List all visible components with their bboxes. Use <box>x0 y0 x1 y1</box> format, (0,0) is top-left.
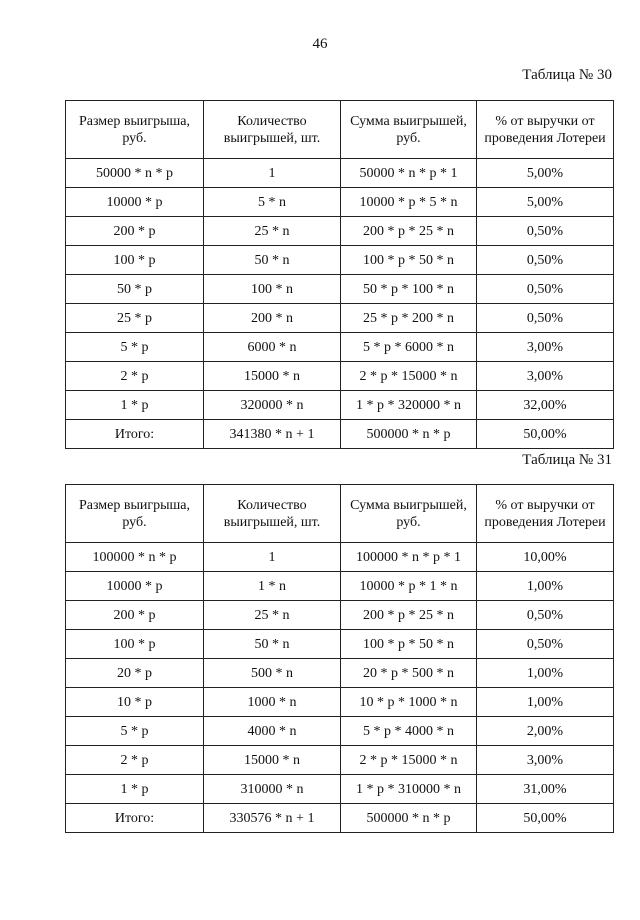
cell-prize-count: 330576 * n + 1 <box>204 804 341 833</box>
table-row <box>66 188 614 217</box>
header-prize-count: Количество выигрышей, шт. <box>204 485 341 543</box>
cell-prize-count: 310000 * n <box>204 775 341 804</box>
table-total-row <box>66 420 614 449</box>
cell-prize-amount: 1 * p <box>66 775 204 804</box>
cell-revenue-percent: 3,00% <box>477 362 614 391</box>
cell-prize-count: 500 * n <box>204 659 341 688</box>
page-number: 46 <box>312 36 328 52</box>
cell-prize-count: 5 * n <box>204 188 341 217</box>
cell-revenue-percent: 0,50% <box>477 601 614 630</box>
cell-prize-count: 1 <box>204 543 341 572</box>
cell-prize-count: 1 <box>204 159 341 188</box>
cell-revenue-percent: 50,00% <box>477 804 614 833</box>
cell-prize-sum: 50000 * n * p * 1 <box>341 159 477 188</box>
cell-revenue-percent: 0,50% <box>477 246 614 275</box>
cell-revenue-percent: 10,00% <box>477 543 614 572</box>
cell-prize-sum: 500000 * n * p <box>341 420 477 449</box>
cell-prize-sum: 20 * p * 500 * n <box>341 659 477 688</box>
prize-table <box>65 484 614 833</box>
cell-prize-count: 25 * n <box>204 601 341 630</box>
table-total-row <box>66 804 614 833</box>
cell-prize-amount: Итого: <box>66 420 204 449</box>
cell-revenue-percent: 1,00% <box>477 688 614 717</box>
table-row <box>66 630 614 659</box>
cell-prize-sum: 10000 * p * 5 * n <box>341 188 477 217</box>
cell-prize-count: 15000 * n <box>204 362 341 391</box>
cell-prize-sum: 2 * p * 15000 * n <box>341 746 477 775</box>
cell-prize-sum: 100 * p * 50 * n <box>341 630 477 659</box>
cell-prize-amount: 5 * p <box>66 717 204 746</box>
cell-revenue-percent: 3,00% <box>477 333 614 362</box>
header-revenue-percent: % от выручки от проведения Лотереи <box>477 485 614 543</box>
header-prize-amount: Размер выигрыша, руб. <box>66 485 204 543</box>
cell-revenue-percent: 31,00% <box>477 775 614 804</box>
table-row <box>66 391 614 420</box>
cell-prize-amount: 10000 * p <box>66 188 204 217</box>
cell-prize-sum: 2 * p * 15000 * n <box>341 362 477 391</box>
cell-revenue-percent: 5,00% <box>477 159 614 188</box>
cell-revenue-percent: 1,00% <box>477 659 614 688</box>
header-revenue-percent: % от выручки от проведения Лотереи <box>477 101 614 159</box>
table-row <box>66 246 614 275</box>
cell-prize-count: 50 * n <box>204 630 341 659</box>
cell-revenue-percent: 1,00% <box>477 572 614 601</box>
table-row <box>66 601 614 630</box>
header-prize-sum: Сумма выигрышей, руб. <box>341 101 477 159</box>
cell-prize-amount: 10 * p <box>66 688 204 717</box>
header-prize-amount: Размер выигрыша, руб. <box>66 101 204 159</box>
table-row <box>66 159 614 188</box>
cell-prize-amount: Итого: <box>66 804 204 833</box>
cell-prize-amount: 200 * p <box>66 601 204 630</box>
cell-prize-sum: 10 * p * 1000 * n <box>341 688 477 717</box>
cell-prize-count: 4000 * n <box>204 717 341 746</box>
table-row <box>66 217 614 246</box>
cell-prize-amount: 100 * p <box>66 246 204 275</box>
cell-prize-sum: 200 * p * 25 * n <box>341 601 477 630</box>
table-row <box>66 333 614 362</box>
table-row <box>66 572 614 601</box>
cell-prize-sum: 50 * p * 100 * n <box>341 275 477 304</box>
cell-prize-count: 100 * n <box>204 275 341 304</box>
cell-prize-sum: 1 * p * 310000 * n <box>341 775 477 804</box>
table-row <box>66 275 614 304</box>
cell-revenue-percent: 2,00% <box>477 717 614 746</box>
cell-prize-sum: 500000 * n * p <box>341 804 477 833</box>
cell-prize-count: 1 * n <box>204 572 341 601</box>
table-caption: Таблица № 30 <box>522 67 612 83</box>
cell-revenue-percent: 0,50% <box>477 217 614 246</box>
cell-revenue-percent: 0,50% <box>477 275 614 304</box>
table-row <box>66 688 614 717</box>
cell-prize-sum: 25 * p * 200 * n <box>341 304 477 333</box>
prize-table <box>65 100 614 449</box>
table-row <box>66 362 614 391</box>
cell-revenue-percent: 50,00% <box>477 420 614 449</box>
cell-revenue-percent: 5,00% <box>477 188 614 217</box>
cell-prize-amount: 100 * p <box>66 630 204 659</box>
cell-prize-amount: 10000 * p <box>66 572 204 601</box>
header-prize-count: Количество выигрышей, шт. <box>204 101 341 159</box>
cell-revenue-percent: 32,00% <box>477 391 614 420</box>
cell-prize-count: 1000 * n <box>204 688 341 717</box>
header-prize-sum: Сумма выигрышей, руб. <box>341 485 477 543</box>
cell-prize-count: 320000 * n <box>204 391 341 420</box>
cell-prize-amount: 2 * p <box>66 746 204 775</box>
cell-prize-sum: 5 * p * 6000 * n <box>341 333 477 362</box>
table-header-row <box>66 485 614 543</box>
cell-prize-count: 15000 * n <box>204 746 341 775</box>
cell-revenue-percent: 0,50% <box>477 630 614 659</box>
cell-prize-count: 6000 * n <box>204 333 341 362</box>
cell-prize-sum: 100000 * n * p * 1 <box>341 543 477 572</box>
cell-prize-amount: 25 * p <box>66 304 204 333</box>
cell-prize-amount: 1 * p <box>66 391 204 420</box>
cell-prize-sum: 5 * p * 4000 * n <box>341 717 477 746</box>
cell-prize-amount: 5 * p <box>66 333 204 362</box>
cell-prize-amount: 2 * p <box>66 362 204 391</box>
cell-revenue-percent: 3,00% <box>477 746 614 775</box>
table-caption: Таблица № 31 <box>522 452 612 468</box>
table-row <box>66 717 614 746</box>
cell-prize-sum: 100 * p * 50 * n <box>341 246 477 275</box>
cell-prize-amount: 50 * p <box>66 275 204 304</box>
table-row <box>66 659 614 688</box>
table-header-row <box>66 101 614 159</box>
table-row <box>66 775 614 804</box>
cell-prize-amount: 100000 * n * p <box>66 543 204 572</box>
cell-prize-count: 341380 * n + 1 <box>204 420 341 449</box>
table-row <box>66 304 614 333</box>
table-row <box>66 746 614 775</box>
cell-prize-amount: 200 * p <box>66 217 204 246</box>
cell-prize-amount: 20 * p <box>66 659 204 688</box>
cell-prize-amount: 50000 * n * p <box>66 159 204 188</box>
cell-prize-count: 200 * n <box>204 304 341 333</box>
cell-prize-count: 50 * n <box>204 246 341 275</box>
cell-prize-sum: 1 * p * 320000 * n <box>341 391 477 420</box>
cell-prize-sum: 200 * p * 25 * n <box>341 217 477 246</box>
cell-prize-count: 25 * n <box>204 217 341 246</box>
cell-revenue-percent: 0,50% <box>477 304 614 333</box>
cell-prize-sum: 10000 * p * 1 * n <box>341 572 477 601</box>
table-row <box>66 543 614 572</box>
